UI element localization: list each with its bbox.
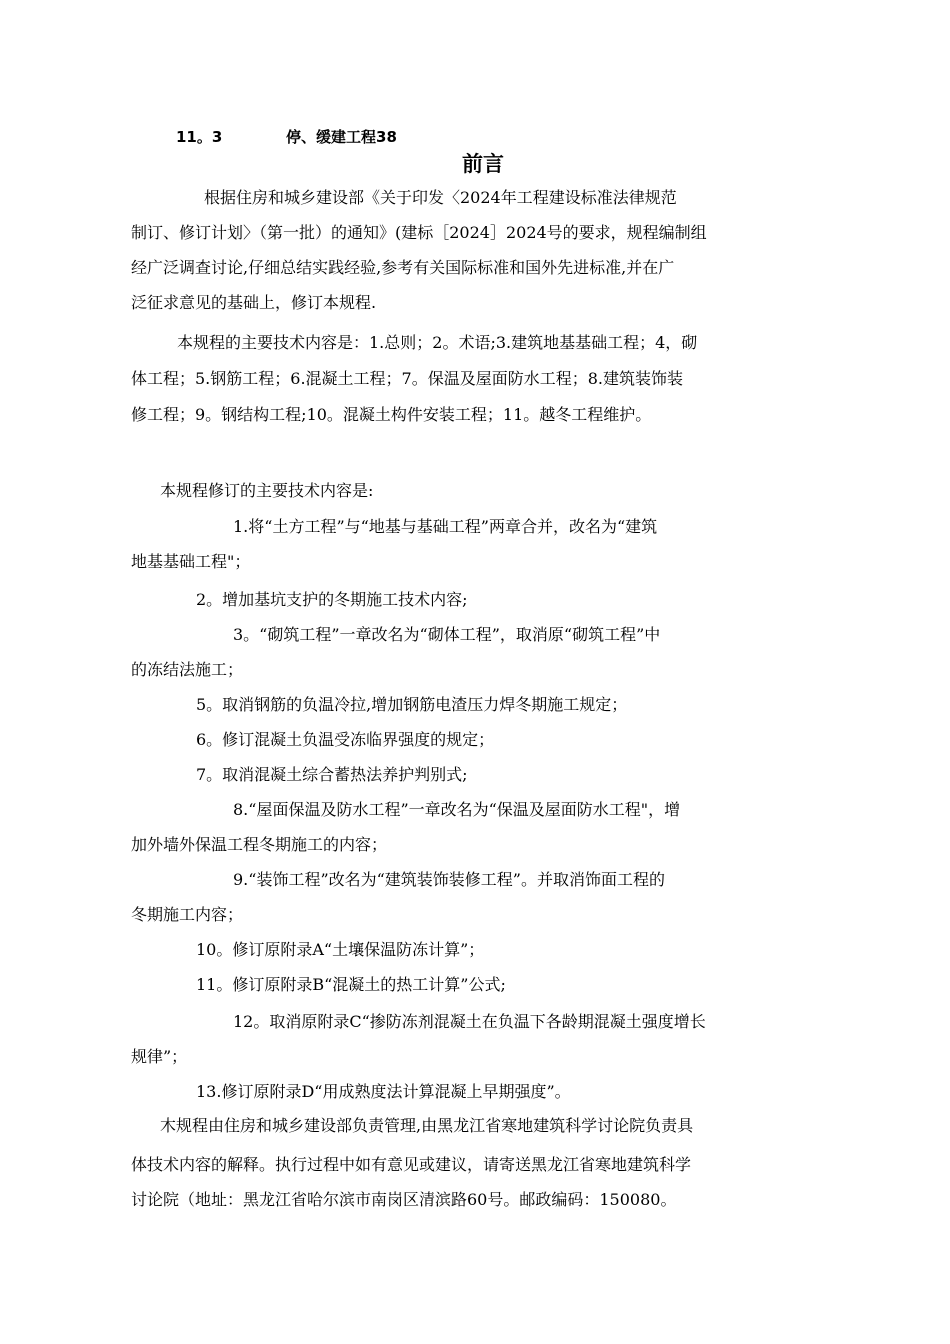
revision-item-11: 11。修订原附录B“混凝土的热工计算”公式; — [196, 975, 506, 994]
revision-item-3b: 的冻结法施工； — [131, 660, 244, 679]
revision-intro: 本规程修订的主要技术内容是: — [160, 481, 374, 500]
content-line-3: 修工程；9。钢结构工程;10。混凝土构件安装工程；11。越冬工程维护。 — [131, 405, 652, 424]
revision-item-12a: 12。取消原附录C“掺防冻剂混凝土在负温下各龄期混凝土强度增长 — [233, 1012, 706, 1031]
revision-item-6: 6。修订混凝土负温受冻临界强度的规定； — [196, 730, 495, 749]
revision-item-13: 13.修订原附录D“用成熟度法计算混凝上早期强度”。 — [196, 1082, 571, 1101]
revision-item-7: 7。取消混凝土综合蓄热法养护判别式; — [196, 765, 468, 784]
revision-item-10: 10。修订原附录A“土壤保温防冻计算”； — [196, 940, 485, 959]
closing-line-2: 体技术内容的解释。执行过程中如有意见或建议，请寄送黑龙江省寒地建筑科学 — [131, 1155, 692, 1174]
revision-item-9a: 9.“装饰工程”改名为“建筑装饰装修工程”。并取消饰面工程的 — [233, 870, 665, 889]
revision-item-8a: 8.“屋面保温及防水工程”一章改名为“保温及屋面防水工程"，增 — [233, 800, 681, 819]
content-line-2: 体工程；5.钢筋工程；6.混凝土工程；7。保温及屋面防水工程；8.建筑装饰装 — [131, 369, 683, 388]
intro-line-1: 根据住房和城乡建设部《关于印发〈2024年工程建设标准法律规范 — [204, 188, 677, 207]
closing-line-1: 木规程由住房和城乡建设部负责管理,由黑龙江省寒地建筑科学讨论院负责具 — [160, 1116, 694, 1135]
revision-item-1b: 地基基础工程"； — [131, 552, 251, 571]
intro-line-3: 经广泛调查讨论,仔细总结实践经验,参考有关国际标准和国外先进标准,并在广 — [131, 258, 675, 277]
closing-line-3: 讨论院（地址：黑龙江省哈尔滨市南岗区清滨路60号。邮政编码：150080。 — [131, 1190, 677, 1209]
revision-item-3a: 3。“砌筑工程”一章改名为“砌体工程”，取消原“砌筑工程”中 — [233, 625, 661, 644]
revision-item-2: 2。增加基坑支护的冬期施工技术内容; — [196, 590, 468, 609]
revision-item-12b: 规律”； — [131, 1047, 188, 1066]
revision-item-1a: 1.将“土方工程”与“地基与基础工程”两章合并，改名为“建筑 — [233, 517, 658, 536]
toc-entry — [176, 126, 397, 147]
toc-number: 11。3 — [176, 128, 223, 146]
revision-item-5: 5。取消钢筋的负温冷拉,增加钢筋电渣压力焊冬期施工规定； — [196, 695, 628, 714]
content-line-1: 本规程的主要技术内容是：1.总则；2。术语;3.建筑地基基础工程；4，砌 — [177, 333, 698, 352]
intro-line-2: 制订、修订计划〉（第一批）的通知》(建标［2024］2024号的要求，规程编制组 — [131, 223, 707, 242]
revision-item-8b: 加外墙外保温工程冬期施工的内容； — [131, 835, 388, 854]
page-title: 前言 — [462, 152, 504, 176]
revision-item-9b: 冬期施工内容； — [131, 905, 244, 924]
intro-line-4: 泛征求意见的基础上，修订本规程. — [131, 293, 377, 312]
toc-title: 停、缓建工程38 — [286, 128, 397, 146]
